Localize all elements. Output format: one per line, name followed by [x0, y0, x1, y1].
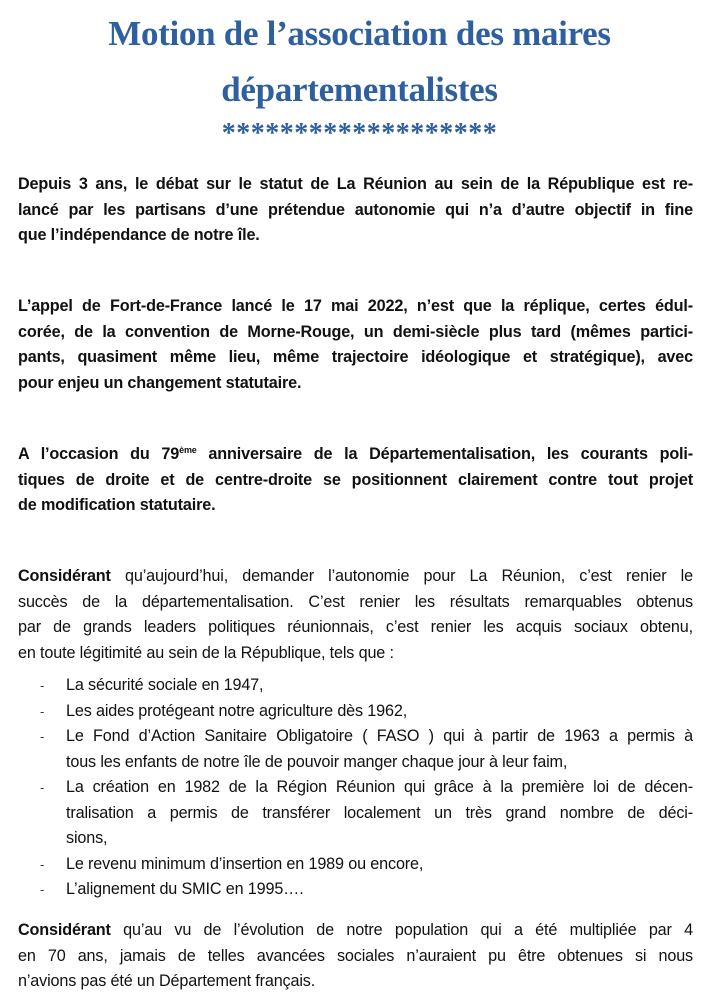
list-item-line: tralisation a permis de transférer localement un très grand nombre de déci-: [66, 803, 693, 822]
list-item-line: Le revenu minimum d’insertion en 1989 ou encore,: [66, 854, 424, 873]
paragraph-line: de modification statutaire.: [18, 496, 216, 514]
paragraph-line: pants, quasiment même lieu, même trajectoire idéologique et stratégique), avec: [18, 348, 693, 366]
list-item-line: Le Fond d’Action Sanitaire Obligatoire ( FASO ) qui à partir de 1963 a permis à: [66, 727, 693, 745]
dash-bullet-icon: -: [40, 780, 45, 795]
paragraph-line: [18, 918, 693, 944]
paragraph-considerant-1: [18, 564, 693, 666]
dash-bullet-icon: -: [40, 678, 45, 693]
paragraph-line: que l’indépendance de notre île.: [18, 226, 260, 244]
list-item-line: L’alignement du SMIC en 1995….: [66, 880, 304, 898]
document-title-line-2: départementalistes: [221, 70, 498, 109]
paragraph-appel-fort-de-france: [18, 294, 693, 396]
list-item-line: La création en 1982 de la Région Réunion qui grâce à la première loi de décen-: [66, 778, 693, 796]
paragraph-line: pour enjeu un changement statutaire.: [18, 373, 302, 392]
superscript-ordinal: ème: [179, 445, 197, 455]
list-item-line: La sécurité sociale en 1947,: [66, 676, 264, 694]
paragraph-line: tiques de droite et de centre-droite se positionnent clairement contre tout projet: [18, 470, 693, 489]
acquis-sociaux-list: [0, 673, 719, 903]
list-item: [0, 673, 719, 699]
considerant-lead: Considérant: [18, 567, 111, 585]
list-item: [0, 775, 719, 852]
dash-bullet-icon: -: [40, 729, 45, 744]
text-run: anniversaire de la Départementalisation, les courants poli-: [196, 445, 693, 463]
considerant-lead: Considérant: [18, 921, 111, 939]
paragraph-anniversaire: [18, 442, 693, 519]
paragraph-line: [18, 442, 693, 468]
paragraph-line: L’appel de Fort-de-France lancé le 17 mai 2022, n’est que la réplique, certes édul-: [18, 297, 693, 315]
list-item-line: Les aides protégeant notre agriculture dès 1962,: [66, 701, 408, 720]
paragraph-line: succès de la départementalisation. C’est renier les résultats remarquables obtenus: [18, 592, 693, 611]
list-item: [0, 699, 719, 725]
paragraph-line: lancé par les partisans d’une prétendue autonomie qui n’a d’autre objectif in fine: [18, 200, 693, 219]
dash-bullet-icon: -: [40, 882, 45, 897]
paragraph-considerant-2: [18, 918, 693, 995]
paragraph-line: en toute légitimité au sein de la République, tels que :: [18, 643, 394, 662]
paragraph-line: en 70 ans, jamais de telles avancées sociales n’auraient pu être obtenues si nous: [18, 946, 693, 965]
paragraph-line: par de grands leaders politiques réunionnais, c’est renier les acquis sociaux obtenu,: [18, 618, 693, 636]
text-run: qu’au vu de l’évolution de notre population qui a été multipliée par 4: [110, 921, 693, 939]
dash-bullet-icon: -: [40, 703, 45, 719]
document-title-line-1: Motion de l’association des maires: [108, 14, 611, 53]
list-item-line: tous les enfants de notre île de pouvoir manger chaque jour à leur faim,: [66, 752, 568, 771]
text-run: qu’aujourd’hui, demander l’autonomie pour La Réunion, c’est renier le: [110, 567, 693, 585]
text-run: A l’occasion du 79: [18, 445, 180, 463]
list-item: [0, 877, 719, 903]
list-item: [0, 724, 719, 775]
paragraph-line: n’avions pas été un Département français.: [18, 972, 316, 990]
title-separator: *******************: [221, 118, 498, 149]
list-item-line: sions,: [66, 829, 108, 847]
paragraph-line: Depuis 3 ans, le débat sur le statut de La Réunion au sein de la République est re-: [18, 175, 693, 193]
list-item: [0, 852, 719, 878]
dash-bullet-icon: -: [40, 856, 45, 872]
paragraph-line: corée, de la convention de Morne-Rouge, un demi-siècle plus tard (mêmes partici-: [18, 322, 693, 341]
paragraph-intro: [18, 172, 693, 249]
paragraph-line: [18, 564, 693, 590]
